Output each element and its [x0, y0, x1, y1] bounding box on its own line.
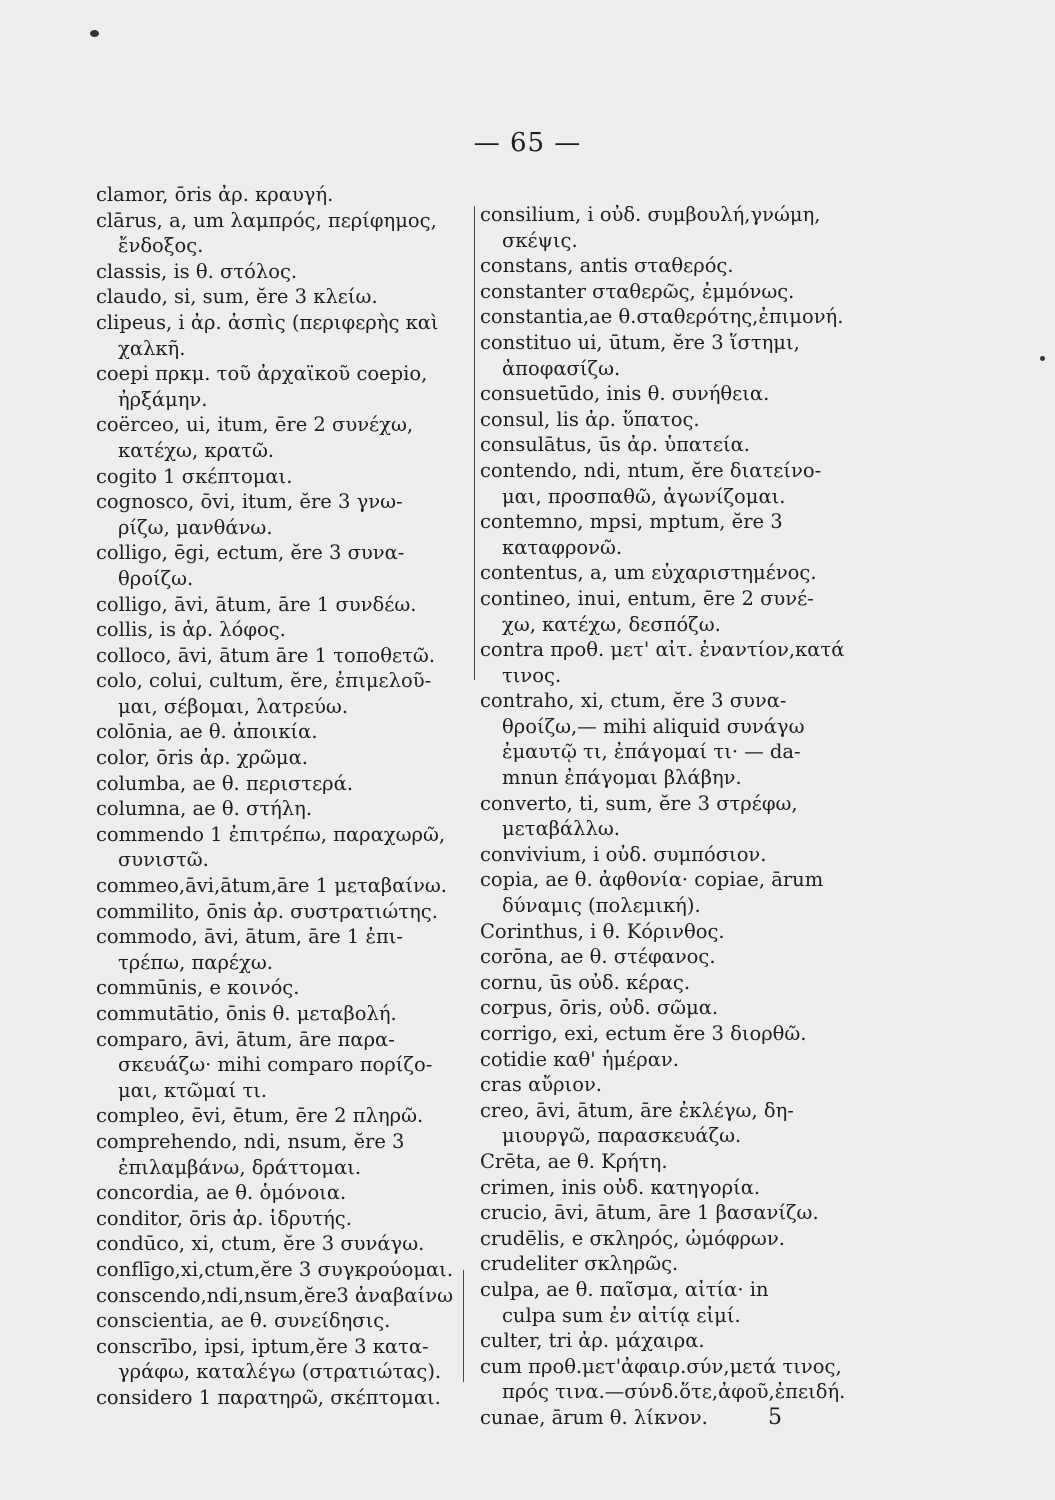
entry-headline: consulātus, ūs ἀρ. ὑπατεία.: [480, 433, 750, 457]
signature-number: 5: [768, 1405, 782, 1430]
entry-headline: contineo, inui, entum, ēre 2 συνέ-: [480, 586, 814, 610]
dictionary-entry: [96, 873, 471, 899]
dictionary-entry: [96, 1385, 471, 1411]
entry-continuation: μιουργῶ, παρασκευάζω.: [502, 1124, 742, 1148]
entry-headline: conscrībo, ipsi, iptum,ĕre 3 κατα-: [96, 1334, 429, 1358]
entry-headline: consuetūdo, inis θ. συνήθεια.: [480, 382, 770, 406]
dictionary-entry: [96, 1180, 471, 1206]
entry-headline: cogito 1 σκέπτομαι.: [96, 464, 293, 488]
entry-continuation: ἔνδοξος.: [118, 234, 204, 258]
entry-headline: corōna, ae θ. στέφανος.: [480, 945, 716, 969]
entry-headline: comparo, āvi, ātum, āre παρα-: [96, 1027, 395, 1051]
entry-headline: conscendo,ndi,nsum,ĕre3 ἀναβαίνω: [96, 1283, 453, 1307]
entry-headline: colloco, āvi, ātum āre 1 τοποθετῶ.: [96, 643, 436, 667]
entry-headline: culter, tri ἀρ. μάχαιρα.: [480, 1329, 705, 1353]
entry-headline: copia, ae θ. ἀφθονία· copiae, ārum: [480, 868, 824, 892]
entry-headline: constantia,ae θ.σταθερότης,ἐπιμονή.: [480, 305, 844, 329]
entry-headline: Corinthus, i θ. Κόρινθος.: [480, 919, 725, 943]
entry-headline: conscientia, ae θ. συνείδησις.: [96, 1309, 391, 1333]
entry-continuation: θροίζω.: [118, 566, 194, 590]
entry-continuation: ἀποφασίζω.: [502, 356, 621, 380]
dictionary-entry: [480, 1175, 880, 1201]
dictionary-entry: [480, 867, 880, 918]
dictionary-entry: [96, 540, 471, 591]
entry-headline: commendo 1 ἐπιτρέπω, παραχωρῶ,: [96, 822, 446, 846]
entry-headline: crucio, āvi, ātum, āre 1 βασανίζω.: [480, 1201, 819, 1225]
dictionary-entry: [480, 509, 880, 560]
entry-headline: constituo ui, ūtum, ĕre 3 ἵστημι,: [480, 330, 800, 354]
dictionary-entry: [480, 1328, 880, 1354]
entry-headline: concordia, ae θ. ὁμόνοια.: [96, 1181, 347, 1205]
dictionary-entry: [96, 412, 471, 463]
dictionary-entry: [96, 1283, 471, 1309]
entry-continuation: μεταβάλλω.: [502, 817, 620, 841]
dictionary-entry: [480, 1405, 880, 1431]
entry-continuation: γράφω, καταλέγω (στρατιώτας).: [118, 1360, 442, 1384]
entry-headline: commilito, ōnis ἀρ. συστρατιώτης.: [96, 899, 438, 923]
dictionary-entry: [480, 919, 880, 945]
entry-headline: cornu, ūs οὐδ. κέρας.: [480, 970, 691, 994]
entry-headline: corrigo, exi, ectum ĕre 3 διορθῶ.: [480, 1022, 807, 1045]
dictionary-entry: [480, 1047, 880, 1073]
dictionary-entry: [96, 771, 471, 797]
entry-continuation: σκευάζω· mihi comparo πορίζο-: [118, 1053, 433, 1077]
dictionary-entry: [480, 458, 880, 509]
dictionary-entry: [480, 791, 880, 842]
dictionary-entry: [480, 381, 880, 407]
entry-headline: color, ōris ἀρ. χρῶμα.: [96, 746, 308, 770]
entry-continuation: χω, κατέχω, δεσπόζω.: [502, 612, 721, 636]
entry-headline: corpus, ōris, οὐδ. σῶμα.: [480, 996, 719, 1020]
dictionary-entry: [480, 432, 880, 458]
entry-headline: colōnia, ae θ. ἀποικία.: [96, 720, 318, 744]
entry-headline: conflīgo,xi,ctum,ĕre 3 συγκρούομαι.: [96, 1257, 454, 1281]
dictionary-entry: [96, 643, 471, 669]
entry-continuation: θροίζω,— mihi aliquid συνάγω: [502, 714, 805, 738]
entry-headline: considero 1 παρατηρῶ, σκέπτομαι.: [96, 1385, 441, 1409]
entry-headline: commeo,āvi,ātum,āre 1 μεταβαίνω.: [96, 874, 447, 898]
dictionary-entry: [480, 1072, 880, 1098]
entry-headline: Crēta, ae θ. Κρήτη.: [480, 1149, 668, 1173]
entry-headline: contra προθ. μετ' αἰτ. ἐναντίον,κατά: [480, 638, 845, 662]
dictionary-entry: [96, 1334, 471, 1385]
dictionary-entry: [96, 310, 471, 361]
dictionary-entry: [96, 924, 471, 975]
dictionary-entry: [96, 1231, 471, 1257]
ink-speck: [90, 30, 99, 37]
dictionary-entry: [480, 560, 880, 586]
dictionary-entry: [96, 617, 471, 643]
dictionary-entry: [480, 944, 880, 970]
entry-headline: commūnis, e κοινός.: [96, 976, 300, 1000]
entry-continuation: κατέχω, κρατῶ.: [118, 438, 275, 462]
entry-continuation: πρός τινα.—σύνδ.ὅτε,ἀφοῦ,ἐπειδή.: [502, 1380, 846, 1404]
dictionary-entry: [96, 182, 471, 208]
entry-headline: crudeliter σκληρῶς.: [480, 1252, 679, 1276]
dictionary-entry: [96, 899, 471, 925]
entry-headline: commutātio, ōnis θ. μεταβολή.: [96, 1002, 397, 1025]
dictionary-entry: [480, 1098, 880, 1149]
dictionary-entry: [96, 592, 471, 618]
entry-headline: clipeus, i ἀρ. ἀσπὶς (περιφερὴς καὶ: [96, 310, 439, 334]
entry-headline: columba, ae θ. περιστερά.: [96, 771, 354, 795]
dictionary-entry: [96, 464, 471, 490]
dictionary-entry: [96, 1257, 471, 1283]
entry-continuation: ἐμαυτῷ τι, ἐπάγομαί τι· — da-: [502, 740, 801, 764]
dictionary-entry: [480, 995, 880, 1021]
dictionary-entry: [96, 361, 471, 412]
dictionary-entry: [96, 1308, 471, 1334]
dictionary-entry: [480, 1277, 880, 1328]
entry-headline: coepi πρκμ. τοῦ ἀρχαϊκοῦ coepio,: [96, 362, 428, 386]
entry-headline: colo, colui, cultum, ĕre, ἐπιμελοῦ-: [96, 669, 432, 693]
dictionary-entry: [96, 1129, 471, 1180]
entry-headline: converto, ti, sum, ĕre 3 στρέφω,: [480, 791, 798, 815]
entry-headline: comprehendo, ndi, nsum, ĕre 3: [96, 1129, 405, 1153]
entry-headline: cotidie καθ' ἡμέραν.: [480, 1047, 679, 1071]
entry-headline: convivium, i οὐδ. συμπόσιον.: [480, 842, 767, 866]
entry-headline: contentus, a, um εὐχαριστημένος.: [480, 561, 817, 585]
entry-headline: commodo, āvi, ātum, āre 1 ἐπι-: [96, 925, 403, 949]
dictionary-entry: [480, 1251, 880, 1277]
page-number: — 65 —: [473, 128, 582, 158]
dictionary-entry: [480, 1354, 880, 1405]
entry-continuation: mnun ἐπάγομαι βλάβην.: [502, 766, 742, 790]
entry-headline: cras αὔριον.: [480, 1073, 602, 1097]
entry-headline: clārus, a, um λαμπρός, περίφημος,: [96, 208, 437, 232]
dictionary-entry: [480, 202, 880, 253]
entry-headline: classis, is θ. στόλος.: [96, 259, 298, 283]
entry-continuation: σκέψις.: [502, 228, 578, 252]
dictionary-entry: [96, 284, 471, 310]
column-divider: [463, 1270, 464, 1382]
entry-headline: constanter σταθερῶς, ἐμμόνως.: [480, 279, 795, 303]
dictionary-entry: [96, 1001, 471, 1027]
column-divider: [474, 206, 475, 680]
dictionary-entry: [480, 330, 880, 381]
entry-continuation: καταφρονῶ.: [502, 535, 623, 559]
dictionary-entry: [480, 1200, 880, 1226]
entry-headline: contemno, mpsi, mptum, ĕre 3: [480, 510, 783, 534]
dictionary-entry: [480, 637, 880, 688]
dictionary-entry: [96, 489, 471, 540]
entry-headline: clamor, ōris ἀρ. κραυγή.: [96, 183, 334, 206]
entry-headline: compleo, ēvi, ētum, ēre 2 πληρῶ.: [96, 1104, 424, 1128]
dictionary-entry: [480, 1149, 880, 1175]
entry-headline: cum προθ.μετ'ἀφαιρ.σύν,μετά τινος,: [480, 1354, 842, 1378]
ink-speck: [1040, 356, 1045, 361]
entry-headline: contendo, ndi, ntum, ĕre διατείνο-: [480, 458, 822, 482]
entry-continuation: ἠρξάμην.: [118, 387, 208, 411]
left-column: [96, 182, 471, 1411]
dictionary-entry: [480, 1226, 880, 1252]
dictionary-entry: [480, 586, 880, 637]
dictionary-entry: [480, 304, 880, 330]
dictionary-entry: [96, 796, 471, 822]
entry-continuation: ρίζω, μανθάνω.: [118, 515, 273, 539]
dictionary-entry: [480, 407, 880, 433]
entry-headline: constans, antis σταθερός.: [480, 254, 734, 278]
entry-headline: colligo, ēgi, ectum, ĕre 3 συνα-: [96, 541, 405, 565]
dictionary-entry: [96, 668, 471, 719]
entry-headline: condūco, xi, ctum, ĕre 3 συνάγω.: [96, 1232, 425, 1256]
entry-headline: claudo, si, sum, ĕre 3 κλείω.: [96, 285, 378, 309]
entry-continuation: μαι, κτῶμαί τι.: [118, 1078, 268, 1102]
dictionary-entry: [480, 279, 880, 305]
dictionary-entry: [96, 1206, 471, 1232]
dictionary-entry: [480, 253, 880, 279]
dictionary-entry: [96, 822, 471, 873]
dictionary-entry: [480, 970, 880, 996]
entry-continuation: μαι, προσπαθῶ, ἀγωνίζομαι.: [502, 484, 786, 508]
entry-headline: conditor, ōris ἀρ. ἱδρυτής.: [96, 1206, 352, 1230]
entry-headline: coërceo, ui, itum, ēre 2 συνέχω,: [96, 413, 414, 437]
entry-headline: contraho, xi, ctum, ĕre 3 συνα-: [480, 689, 787, 713]
dictionary-entry: [480, 842, 880, 868]
entry-continuation: μαι, σέβομαι, λατρεύω.: [118, 694, 349, 718]
entry-headline: crudēlis, e σκληρός, ὠμόφρων.: [480, 1226, 785, 1250]
entry-continuation: τρέπω, παρέχω.: [118, 950, 273, 974]
entry-headline: consul, lis ἀρ. ὕπατος.: [480, 407, 700, 431]
dictionary-entry: [96, 719, 471, 745]
dictionary-entry: [480, 1021, 880, 1047]
entry-headline: columna, ae θ. στήλη.: [96, 797, 313, 821]
right-column: [480, 202, 880, 1431]
dictionary-entry: [96, 745, 471, 771]
dictionary-entry: [96, 259, 471, 285]
entry-headline: creo, āvi, ātum, āre ἐκλέγω, δη-: [480, 1098, 794, 1122]
entry-headline: consilium, i οὐδ. συμβουλή,γνώμη,: [480, 203, 821, 226]
entry-continuation: ἐπιλαμβάνω, δράττομαι.: [118, 1155, 362, 1179]
entry-continuation: δύναμις (πολεμική).: [502, 894, 701, 918]
entry-continuation: χαλκῆ.: [118, 336, 186, 360]
dictionary-entry: [96, 1103, 471, 1129]
entry-continuation: τινος.: [502, 663, 562, 687]
dictionary-entry: [480, 688, 880, 790]
entry-headline: cunae, ārum θ. λίκνον.: [480, 1405, 708, 1429]
entry-headline: colligo, āvi, ātum, āre 1 συνδέω.: [96, 592, 417, 616]
entry-headline: collis, is ἀρ. λόφος.: [96, 618, 286, 642]
entry-headline: culpa, ae θ. παῖσμα, αἰτία· in: [480, 1277, 769, 1301]
dictionary-entry: [96, 1027, 471, 1104]
entry-continuation: culpa sum ἐν αἰτίᾳ εἰμί.: [502, 1303, 741, 1327]
dictionary-entry: [96, 208, 471, 259]
dictionary-entry: [96, 975, 471, 1001]
entry-headline: crimen, inis οὐδ. κατηγορία.: [480, 1175, 761, 1199]
entry-continuation: συνιστῶ.: [118, 848, 209, 872]
entry-headline: cognosco, ōvi, itum, ĕre 3 γνω-: [96, 490, 403, 514]
